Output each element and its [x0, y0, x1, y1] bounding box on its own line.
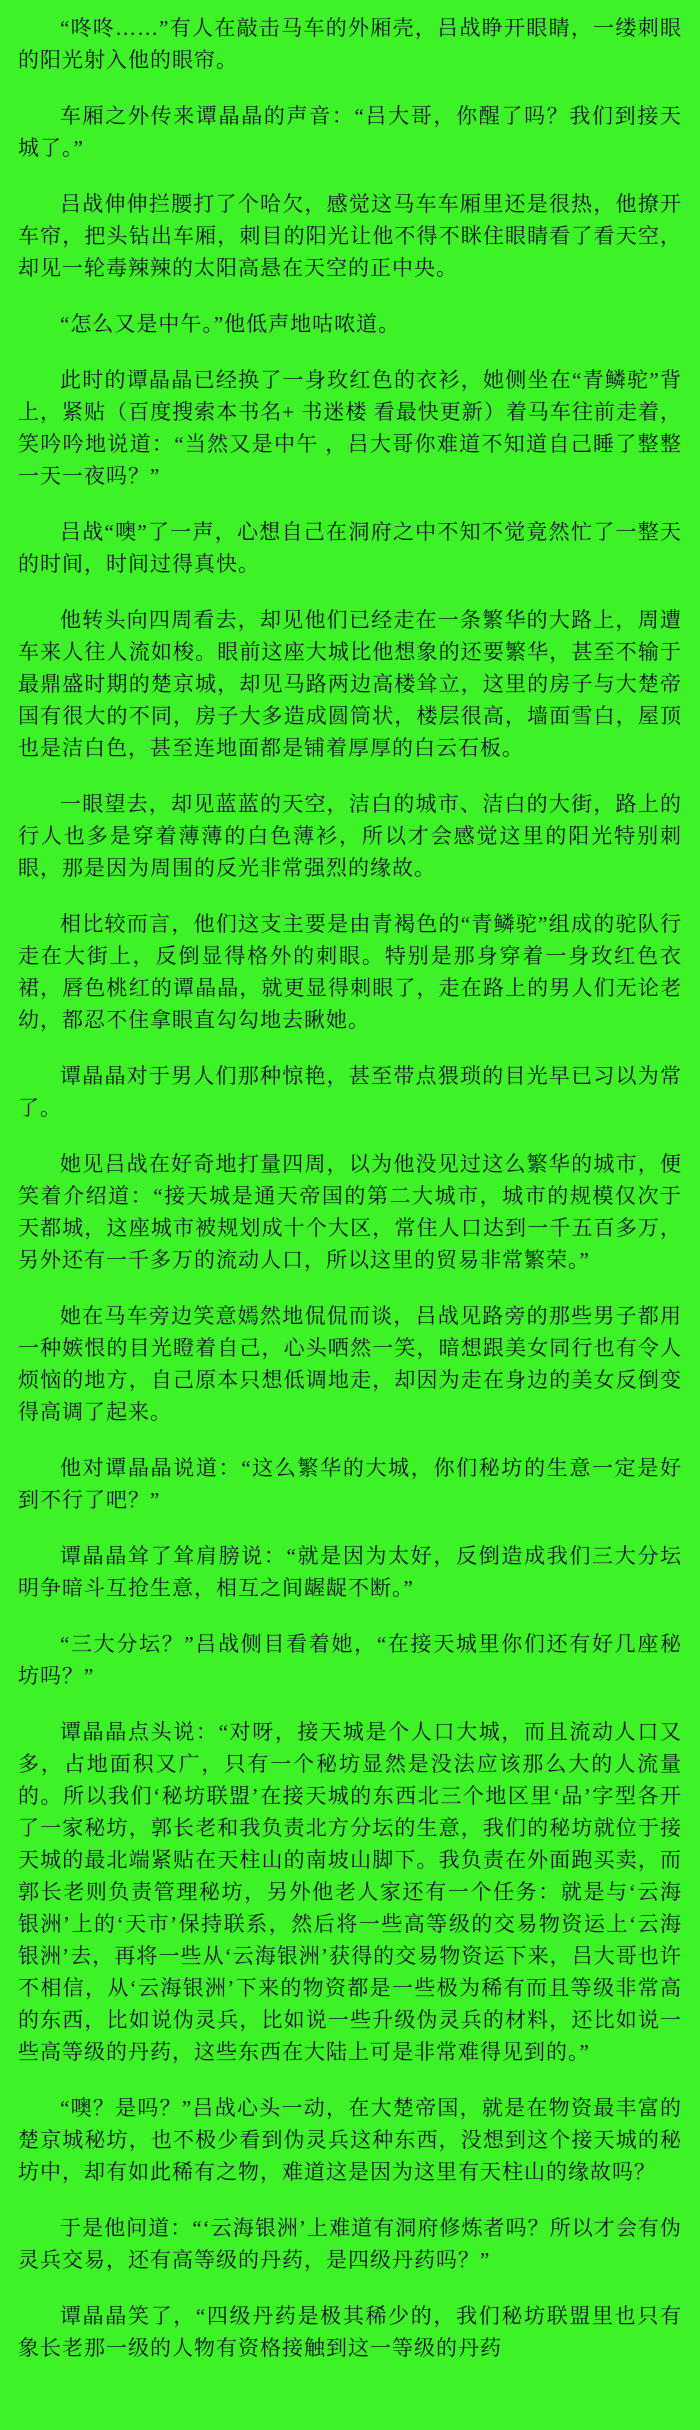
novel-paragraph: 吕战伸伸拦腰打了个哈欠，感觉这马车车厢里还是很热，他撩开车帘，把头钻出车厢，刺目的阳光让他不得不眯住眼睛看了看天空，却见一轮毒辣辣的太阳高悬在天空的正中央。	[18, 192, 682, 280]
novel-paragraph: 此时的谭晶晶已经换了一身玫红色的衣衫，她侧坐在“青鳞驼”背上，紧贴（百度搜索本书名+ 书迷楼 看最快更新）着马车往前走着，笑吟吟地说道：“当然又是中午 ，吕大哥你难道不知道自己睡了整整一天一夜吗？”	[18, 368, 682, 488]
novel-paragraph: 他对谭晶晶说道：“这么繁华的大城，你们秘坊的生意一定是好到不行了吧？”	[18, 1456, 682, 1512]
novel-paragraph: 吕战“噢”了一声，心想自己在洞府之中不知不觉竟然忙了一整天的时间，时间过得真快。	[18, 520, 682, 576]
novel-paragraph: “噢？是吗？”吕战心头一动，在大楚帝国，就是在物资最丰富的楚京城秘坊，也不极少看到伪灵兵这种东西，没想到这个接天城的秘坊中，却有如此稀有之物，难道这是因为这里有天柱山的缘故吗？	[18, 2096, 682, 2184]
novel-paragraph: “怎么又是中午。”他低声地咕哝道。	[60, 312, 401, 336]
novel-paragraph: “三大分坛？”吕战侧目看着她，“在接天城里你们还有好几座秘坊吗？”	[18, 1632, 682, 1688]
novel-paragraph: 她见吕战在好奇地打量四周，以为他没见过这么繁华的城市，便笑着介绍道：“接天城是通天帝国的第二大城市，城市的规模仅次于天都城，这座城市被规划成十个大区，常住人口达到一千五百多万，另外还有一千多万的流动人口，所以这里的贸易非常繁荣。”	[18, 1152, 682, 1272]
novel-paragraph: 一眼望去，却见蓝蓝的天空，洁白的城市、洁白的大街，路上的行人也多是穿着薄薄的白色薄衫，所以才会感觉这里的阳光特别刺眼，那是因为周围的反光非常强烈的缘故。	[18, 792, 682, 880]
novel-paragraph: 谭晶晶点头说：“对呀，接天城是个人口大城，而且流动人口又多，占地面积又广，只有一个秘坊显然是没法应该那么大的人流量的。所以我们‘秘坊联盟’在接天城的东西北三个地区里‘品’字型各开了一家秘坊，郭长老和我负责北方分坛的生意，我们的秘坊就位于接天城的最北端紧贴在天柱山的南坡山脚下。我负责在外面跑买卖，而郭长老则负责管理秘坊，另外他老人家还有一个任务：就是与‘云海银洲’上的‘天市’保持联系，然后将一些高等级的交易物资运上‘云海银洲’去，再将一些从‘云海银洲’获得的交易物资运下来，吕大哥也许不相信，从‘云海银洲’下来的物资都是一些极为稀有而且等级非常高的东西，比如说伪灵兵，比如说一些升级伪灵兵的材料，还比如说一些高等级的丹药，这些东西在大陆上可是非常难得见到的。”	[18, 1720, 682, 2064]
novel-paragraph: 车厢之外传来谭晶晶的声音：“吕大哥，你醒了吗？我们到接天城了。”	[18, 104, 682, 160]
novel-paragraph: 相比较而言，他们这支主要是由青褐色的“青鳞驼”组成的驼队行走在大街上，反倒显得格外的刺眼。特别是那身穿着一身玫红色衣裙，唇色桃红的谭晶晶，就更显得刺眼了，走在路上的男人们无论老幼，都忍不住拿眼直勾勾地去瞅她。	[18, 912, 682, 1032]
novel-paragraph: 谭晶晶耸了耸肩膀说：“就是因为太好，反倒造成我们三大分坛明争暗斗互抢生意，相互之间龌龊不断。”	[18, 1544, 682, 1600]
novel-paragraph: “咚咚……”有人在敲击马车的外厢壳，吕战睁开眼睛，一缕刺眼的阳光射入他的眼帘。	[18, 16, 682, 72]
novel-paragraph: 她在马车旁边笑意嫣然地侃侃而谈，吕战见路旁的那些男子都用一种嫉恨的目光瞪着自己，心头哂然一笑，暗想跟美女同行也有令人烦恼的地方，自己原本只想低调地走，却因为走在身边的美女反倒变得高调了起来。	[18, 1304, 682, 1424]
novel-paragraph: 他转头向四周看去，却见他们已经走在一条繁华的大路上，周遭车来人往人流如梭。眼前这座大城比他想象的还要繁华，甚至不输于最鼎盛时期的楚京城，却见马路两边高楼耸立，这里的房子与大楚帝国有很大的不同，房子大多造成圆筒状，楼层很高，墙面雪白，屋顶也是洁白色，甚至连地面都是铺着厚厚的白云石板。	[18, 608, 682, 760]
novel-paragraph: 谭晶晶笑了，“四级丹药是极其稀少的，我们秘坊联盟里也只有象长老那一级的人物有资格接触到这一等级的丹药	[18, 2304, 682, 2360]
novel-paragraph: 谭晶晶对于男人们那种惊艳，甚至带点猥琐的目光早已习以为常了。	[18, 1064, 682, 1120]
novel-paragraph: 于是他问道：“‘云海银洲’上难道有洞府修炼者吗？所以才会有伪灵兵交易，还有高等级的丹药，是四级丹药吗？”	[18, 2216, 682, 2272]
